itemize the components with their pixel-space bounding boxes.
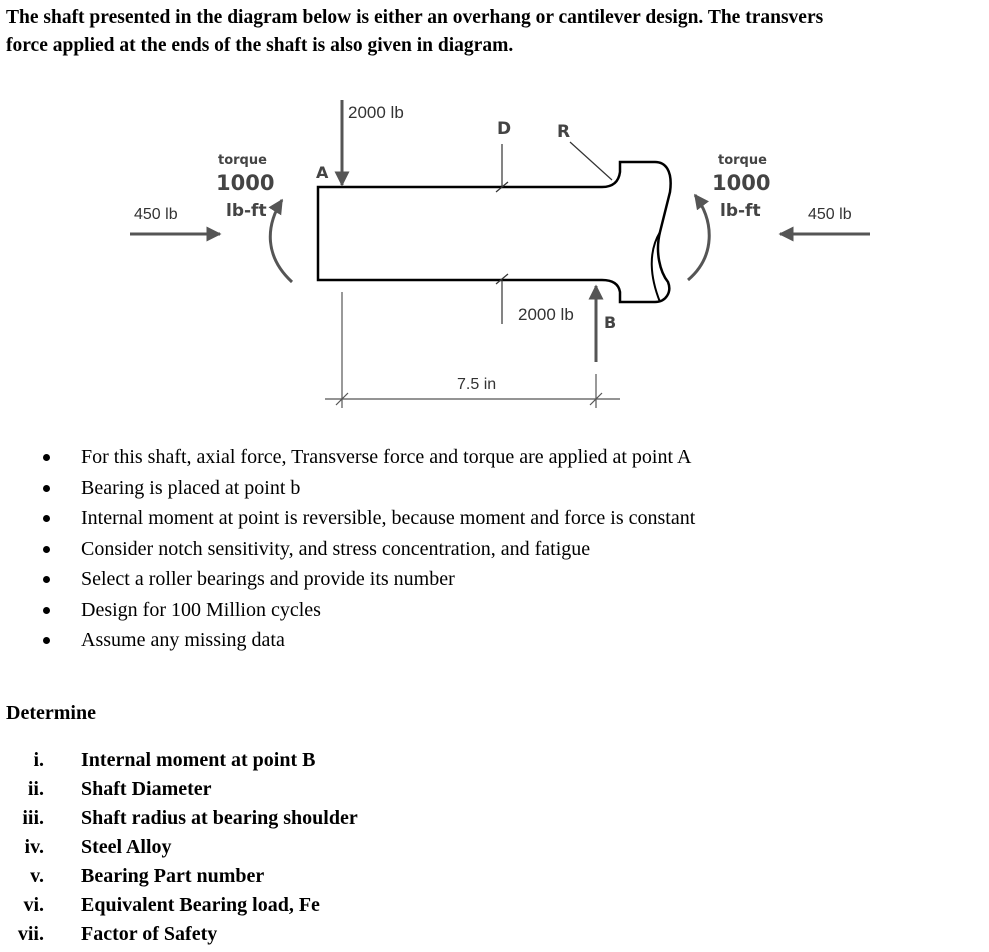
axial-label-left: 450 lb <box>134 206 178 223</box>
list-item: Design for 100 Million cycles <box>40 595 695 626</box>
task-text: Shaft Diameter <box>81 778 212 800</box>
task-text: Factor of Safety <box>81 923 218 945</box>
shaft-diagram <box>120 92 880 432</box>
torque-unit-left: lb-ft <box>226 201 267 221</box>
task-text: Internal moment at point B <box>81 749 316 771</box>
task-number: iv. <box>24 836 44 858</box>
torque-unit-right: lb-ft <box>720 201 761 221</box>
force-label-top: 2000 lb <box>348 103 404 122</box>
list-item: For this shaft, axial force, Transverse force and torque are applied at point A <box>40 442 695 473</box>
list-item: Bearing is placed at point b <box>40 473 695 504</box>
torque-word-left: torque <box>218 153 267 168</box>
list-item <box>0 833 358 862</box>
assumptions-list <box>40 442 695 656</box>
task-text: Equivalent Bearing load, Fe <box>81 894 320 916</box>
axial-label-right: 450 lb <box>808 206 852 223</box>
dimension-label: 7.5 in <box>457 376 497 393</box>
intro-line-2: force applied at the ends of the shaft is also given in diagram. <box>6 35 514 56</box>
list-item <box>0 775 358 804</box>
point-a-label: A <box>316 163 329 182</box>
problem-intro <box>6 4 989 60</box>
list-item: Assume any missing data <box>40 625 695 656</box>
list-item <box>0 746 358 775</box>
torque-arrow-right <box>688 195 709 280</box>
list-item: Select a roller bearings and provide its number <box>40 564 695 595</box>
torque-value-left: 1000 <box>216 171 275 195</box>
task-text: Shaft radius at bearing shoulder <box>81 807 358 829</box>
shaft-outline <box>318 162 671 302</box>
list-item <box>0 891 358 920</box>
task-text: Steel Alloy <box>81 836 172 858</box>
point-r-leader <box>570 142 612 180</box>
force-label-bottom: 2000 lb <box>518 305 574 324</box>
task-number: vi. <box>23 894 44 916</box>
list-item <box>0 920 358 949</box>
task-number: v. <box>30 865 44 887</box>
task-number: i. <box>33 749 44 771</box>
list-item: Consider notch sensitivity, and stress concentration, and fatigue <box>40 534 695 565</box>
list-item <box>0 804 358 833</box>
torque-value-right: 1000 <box>712 171 771 195</box>
point-b-label: B <box>604 313 617 332</box>
torque-arrow-left <box>270 200 292 282</box>
task-number: iii. <box>22 807 44 829</box>
list-item <box>0 862 358 891</box>
tasks-list <box>0 746 358 949</box>
list-item: Internal moment at point is reversible, because moment and force is constant <box>40 503 695 534</box>
task-number: vii. <box>17 923 44 945</box>
task-text: Bearing Part number <box>81 865 265 887</box>
task-number: ii. <box>27 778 44 800</box>
intro-line-1: The shaft presented in the diagram below is either an overhang or cantilever design. The transvers <box>6 7 824 28</box>
point-d-label: D <box>497 119 512 139</box>
point-r-label: R <box>557 122 571 142</box>
determine-heading: Determine <box>6 702 96 724</box>
torque-word-right: torque <box>718 153 767 168</box>
